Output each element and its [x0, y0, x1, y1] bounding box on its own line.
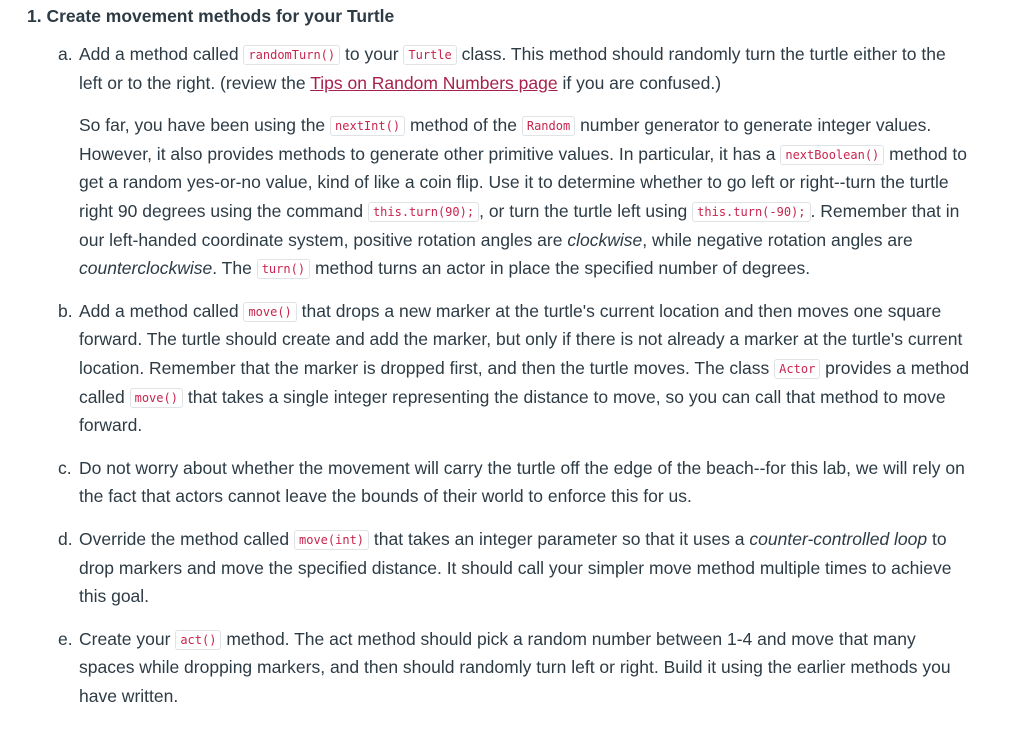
code-random: Random: [522, 116, 575, 136]
text: that takes an integer parameter so that it uses a: [373, 528, 745, 549]
text: that drops a new marker at the turtle's current location and then moves one square forward. The turtle should create and add the marker, but only if there is not already a marker at the turtle's current location. Remember that the marker is dropped first, and then the turtle moves. The class: [79, 300, 963, 378]
text: Do not worry about whether the movement will carry the turtle off the edge of the beach--for this lab, we will rely on the fact that actors cannot leave the bounds of their world to enforce this for us.: [79, 457, 965, 507]
section-heading: 1. Create movement methods for your Turtle: [27, 6, 395, 26]
text: . Remember that in our left-handed coordinate system, positive rotation angles are: [79, 200, 960, 250]
text: number generator to generate integer values. However, it also provides methods to generate other primitive values. In particular, it has a: [79, 115, 932, 164]
code-move-int: move(int): [294, 530, 369, 550]
text: Override the method called: [79, 528, 290, 549]
step-b: [58, 297, 971, 440]
code-actor: Actor: [774, 359, 820, 379]
step-b-paragraph: [79, 297, 971, 440]
code-turn: turn(): [257, 259, 310, 279]
step-marker: d.: [58, 528, 73, 549]
code-move: move(): [130, 388, 183, 408]
code-next-boolean: nextBoolean(): [780, 145, 884, 165]
text: provides a method called: [79, 357, 970, 407]
text: Add a method called: [79, 44, 239, 64]
emphasis-counter-controlled-loop: counter-controlled loop: [749, 528, 928, 549]
step-c-paragraph: [79, 454, 971, 511]
text: . The: [212, 258, 252, 279]
step-marker: c.: [58, 457, 72, 478]
steps-list: [27, 40, 971, 710]
step-a-details-paragraph: [79, 111, 971, 283]
code-act: act(): [175, 630, 221, 650]
step-e: [58, 625, 971, 711]
code-turtle: Turtle: [403, 45, 456, 65]
emphasis-clockwise: clockwise: [567, 229, 643, 250]
step-c: [58, 454, 971, 511]
step-marker: a.: [58, 44, 73, 64]
random-numbers-tips-link[interactable]: Tips on Random Numbers page: [310, 72, 558, 93]
text: Add a method called: [79, 300, 239, 321]
text: method. The act method should pick a random number between 1-4 and move that many spaces while dropping markers, and then should randomly turn left or right. Build it using the earlier methods you have written.: [79, 628, 951, 706]
code-random-turn: randomTurn(): [243, 45, 340, 65]
step-marker: e.: [58, 628, 73, 649]
code-next-int: nextInt(): [330, 116, 405, 136]
text: method turns an actor in place the specified number of degrees.: [314, 258, 811, 279]
text: So far, you have been using the: [79, 115, 326, 136]
step-a-paragraph: [79, 40, 971, 97]
text: class. This method should randomly turn the turtle either to the left or to the right. (review the: [79, 44, 946, 93]
text: Create your: [79, 628, 171, 649]
text: to your: [345, 44, 399, 64]
step-marker: b.: [58, 300, 73, 321]
step-e-paragraph: [79, 625, 971, 711]
text: method to get a random yes-or-no value, kind of like a coin flip. Use it to determine whether to go left or right--turn the turtle right 90 degrees using the command: [79, 143, 967, 221]
step-d: [58, 525, 971, 611]
emphasis-counterclockwise: counterclockwise: [79, 258, 213, 279]
code-turn-right: this.turn(90);: [368, 202, 479, 222]
code-turn-left: this.turn(-90);: [692, 202, 810, 222]
text: , or turn the turtle left using: [479, 200, 688, 221]
step-d-paragraph: [79, 525, 971, 611]
code-move: move(): [243, 302, 296, 322]
text: if you are confused.): [562, 72, 722, 93]
text: method of the: [409, 115, 517, 136]
text: to drop markers and move the specified distance. It should call your simpler move method multiple times to achieve this goal.: [79, 528, 952, 607]
text: that takes a single integer representing the distance to move, so you can call that method to move forward.: [79, 386, 946, 436]
text: , while negative rotation angles are: [642, 229, 913, 250]
step-a: [58, 40, 971, 283]
